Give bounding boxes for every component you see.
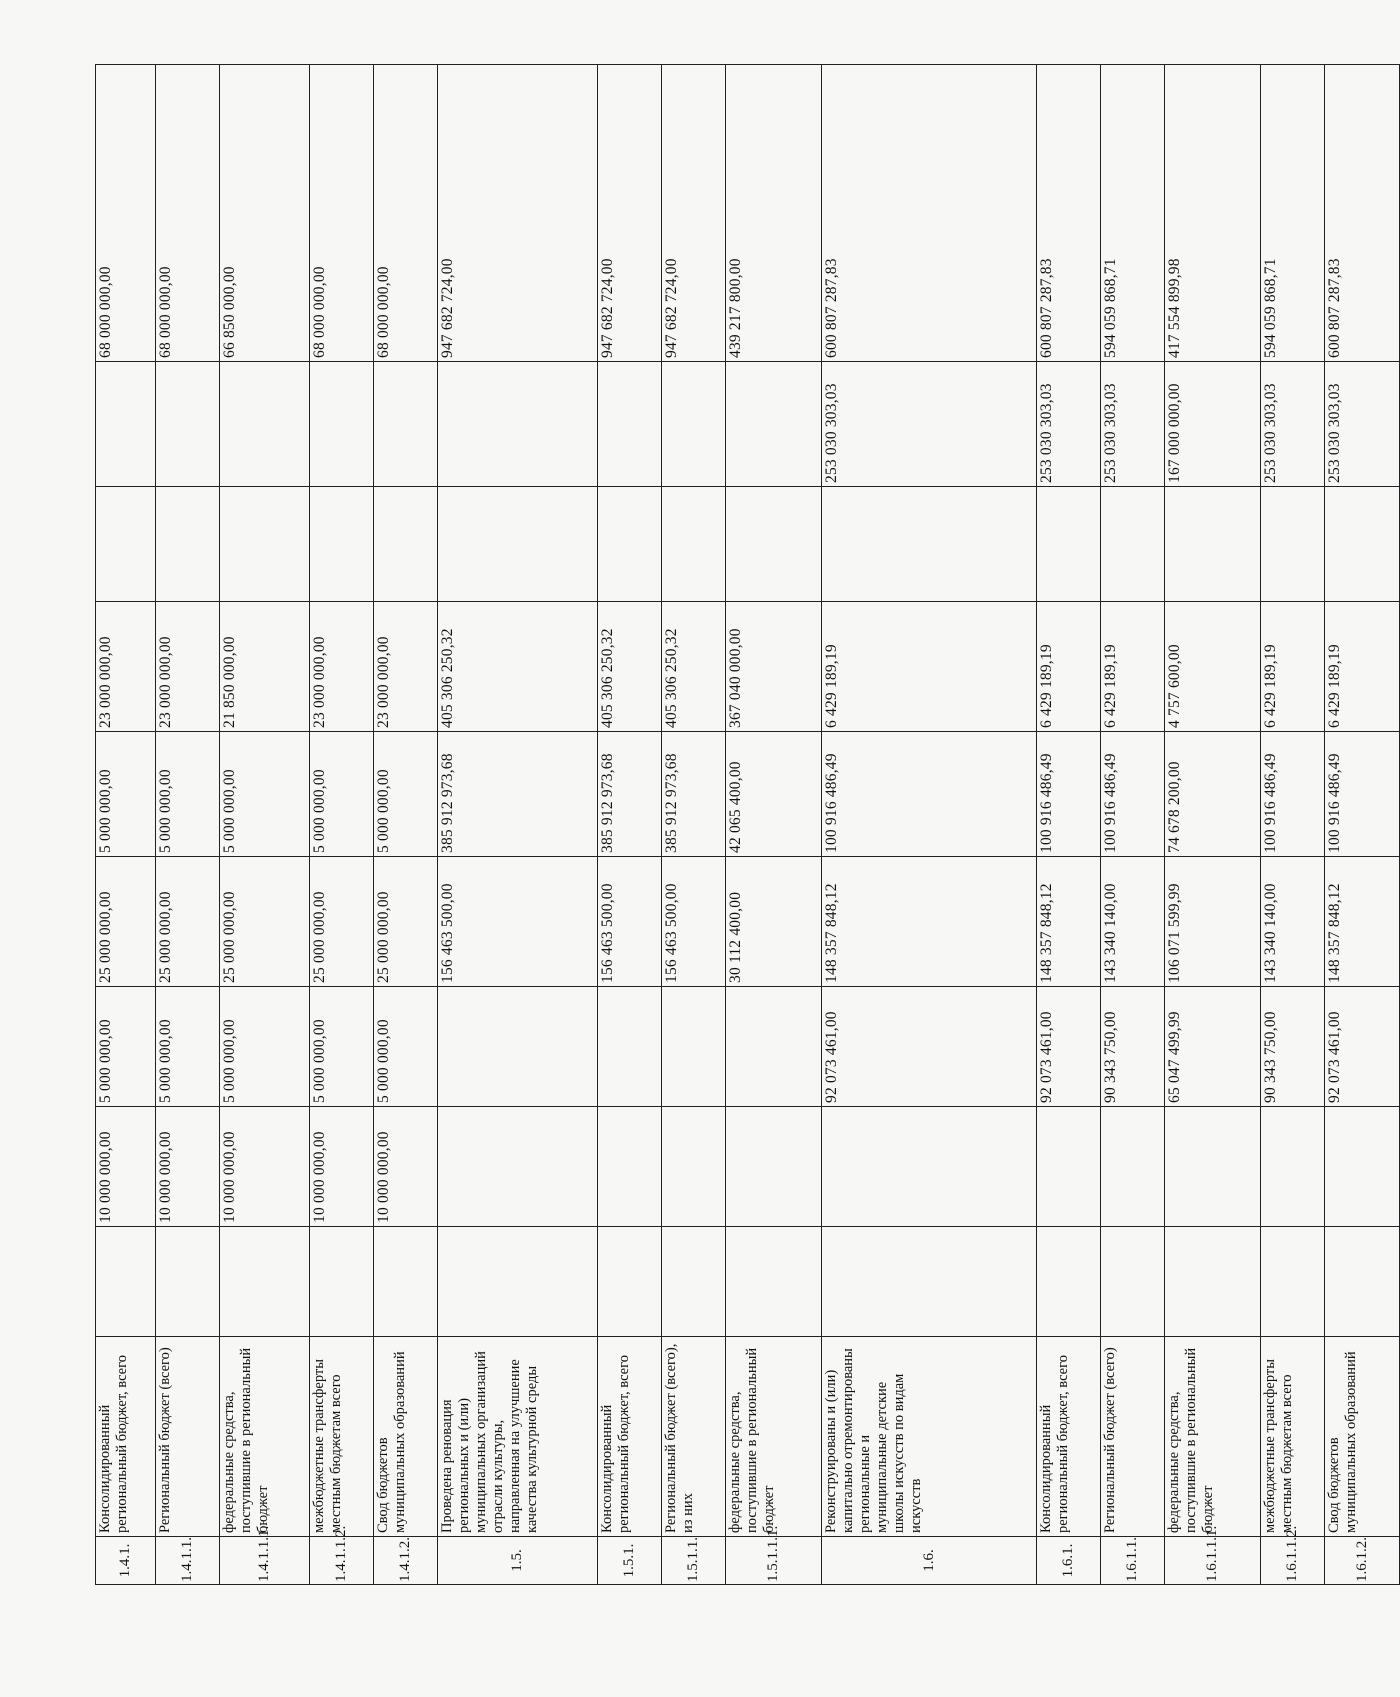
value-cell	[374, 487, 438, 602]
value-cell: 100 916 486,49	[1261, 732, 1325, 857]
value-cell	[726, 487, 822, 602]
value-cell: 25 000 000,00	[96, 857, 156, 987]
value-cell	[726, 987, 822, 1107]
row-code: 1.6.1.1.1.	[1165, 1537, 1261, 1585]
value-cell	[220, 487, 310, 602]
value-cell	[598, 487, 662, 602]
value-cell	[96, 487, 156, 602]
value-cell	[598, 1227, 662, 1337]
value-cell: 385 912 973,68	[662, 732, 726, 857]
value-cell: 6 429 189,19	[1325, 602, 1400, 732]
budget-table	[95, 64, 1400, 1585]
value-cell: 25 000 000,00	[156, 857, 220, 987]
value-cell	[438, 362, 598, 487]
row-name: федеральные средства, поступившие в региональный бюджет	[726, 1337, 822, 1537]
value-cell: 4 757 600,00	[1165, 602, 1261, 732]
table-row	[1101, 65, 1165, 1585]
value-cell	[662, 1227, 726, 1337]
value-cell	[726, 1227, 822, 1337]
value-cell	[1037, 1227, 1101, 1337]
value-cell	[1037, 487, 1101, 602]
value-cell: 156 463 500,00	[598, 857, 662, 987]
value-cell: 5 000 000,00	[374, 732, 438, 857]
value-cell: 600 807 287,83	[822, 65, 1037, 362]
value-cell: 947 682 724,00	[598, 65, 662, 362]
row-code: 1.4.1.	[96, 1537, 156, 1585]
value-cell: 405 306 250,32	[662, 602, 726, 732]
row-name: Консолидированный региональный бюджет, всего	[598, 1337, 662, 1537]
value-cell	[1325, 1107, 1400, 1227]
value-cell	[598, 362, 662, 487]
table-row	[822, 65, 1037, 1585]
value-cell: 5 000 000,00	[374, 987, 438, 1107]
table-body	[96, 65, 1400, 1585]
value-cell: 405 306 250,32	[598, 602, 662, 732]
value-cell: 253 030 303,03	[1037, 362, 1101, 487]
value-cell	[310, 487, 374, 602]
value-cell: 10 000 000,00	[374, 1107, 438, 1227]
value-cell: 947 682 724,00	[438, 65, 598, 362]
value-cell: 42 065 400,00	[726, 732, 822, 857]
value-cell	[374, 1227, 438, 1337]
value-cell: 5 000 000,00	[156, 732, 220, 857]
table-row	[1261, 65, 1325, 1585]
row-name: федеральные средства, поступившие в региональный бюджет	[220, 1337, 310, 1537]
value-cell	[822, 1227, 1037, 1337]
value-cell: 6 429 189,19	[1261, 602, 1325, 732]
value-cell: 5 000 000,00	[310, 987, 374, 1107]
value-cell	[156, 487, 220, 602]
row-code: 1.4.1.1.	[156, 1537, 220, 1585]
value-cell: 10 000 000,00	[96, 1107, 156, 1227]
value-cell: 23 000 000,00	[96, 602, 156, 732]
row-name: федеральные средства, поступившие в региональный бюджет	[1165, 1337, 1261, 1537]
value-cell	[1261, 1227, 1325, 1337]
value-cell	[726, 362, 822, 487]
value-cell: 25 000 000,00	[310, 857, 374, 987]
value-cell: 5 000 000,00	[220, 987, 310, 1107]
value-cell: 143 340 140,00	[1101, 857, 1165, 987]
value-cell: 100 916 486,49	[1325, 732, 1400, 857]
value-cell: 23 000 000,00	[310, 602, 374, 732]
value-cell	[662, 362, 726, 487]
value-cell: 594 059 868,71	[1261, 65, 1325, 362]
value-cell	[220, 362, 310, 487]
value-cell: 253 030 303,03	[1261, 362, 1325, 487]
row-code: 1.6.1.	[1037, 1537, 1101, 1585]
value-cell	[374, 362, 438, 487]
value-cell	[1101, 1227, 1165, 1337]
value-cell: 92 073 461,00	[822, 987, 1037, 1107]
value-cell: 92 073 461,00	[1325, 987, 1400, 1107]
value-cell: 74 678 200,00	[1165, 732, 1261, 857]
value-cell: 143 340 140,00	[1261, 857, 1325, 987]
value-cell: 100 916 486,49	[822, 732, 1037, 857]
value-cell: 405 306 250,32	[438, 602, 598, 732]
table-row	[374, 65, 438, 1585]
value-cell	[438, 987, 598, 1107]
value-cell: 253 030 303,03	[822, 362, 1037, 487]
row-code: 1.6.1.1.	[1101, 1537, 1165, 1585]
value-cell	[662, 487, 726, 602]
table-row	[438, 65, 598, 1585]
value-cell	[1261, 1107, 1325, 1227]
row-code: 1.5.1.	[598, 1537, 662, 1585]
value-cell: 25 000 000,00	[220, 857, 310, 987]
value-cell: 5 000 000,00	[96, 987, 156, 1107]
value-cell: 30 112 400,00	[726, 857, 822, 987]
table-row	[1037, 65, 1101, 1585]
row-name: Региональный бюджет (всего), из них	[662, 1337, 726, 1537]
value-cell: 100 916 486,49	[1101, 732, 1165, 857]
value-cell	[438, 487, 598, 602]
value-cell: 90 343 750,00	[1261, 987, 1325, 1107]
value-cell: 5 000 000,00	[96, 732, 156, 857]
value-cell	[96, 362, 156, 487]
value-cell: 68 000 000,00	[374, 65, 438, 362]
value-cell	[310, 1227, 374, 1337]
value-cell: 148 357 848,12	[822, 857, 1037, 987]
value-cell	[662, 1107, 726, 1227]
value-cell: 600 807 287,83	[1325, 65, 1400, 362]
value-cell: 947 682 724,00	[662, 65, 726, 362]
value-cell: 385 912 973,68	[598, 732, 662, 857]
value-cell	[96, 1227, 156, 1337]
row-code: 1.5.1.1.	[662, 1537, 726, 1585]
value-cell	[1165, 487, 1261, 602]
value-cell: 148 357 848,12	[1037, 857, 1101, 987]
value-cell: 106 071 599,99	[1165, 857, 1261, 987]
value-cell: 148 357 848,12	[1325, 857, 1400, 987]
row-name: Реконструированы и (или) капитально отремонтированы региональные и муниципальные детские школы искусств по видам искусств	[822, 1337, 1037, 1537]
value-cell: 6 429 189,19	[1037, 602, 1101, 732]
row-code: 1.6.1.2.	[1325, 1537, 1400, 1585]
value-cell: 23 000 000,00	[156, 602, 220, 732]
value-cell	[1037, 1107, 1101, 1227]
value-cell	[156, 1227, 220, 1337]
value-cell	[438, 1107, 598, 1227]
value-cell: 6 429 189,19	[822, 602, 1037, 732]
value-cell	[1325, 487, 1400, 602]
value-cell	[822, 487, 1037, 602]
row-name: Консолидированный региональный бюджет, всего	[1037, 1337, 1101, 1537]
value-cell: 253 030 303,03	[1101, 362, 1165, 487]
value-cell	[1101, 1107, 1165, 1227]
value-cell: 385 912 973,68	[438, 732, 598, 857]
value-cell: 6 429 189,19	[1101, 602, 1165, 732]
row-name: Консолидированный региональный бюджет, всего	[96, 1337, 156, 1537]
value-cell	[598, 1107, 662, 1227]
value-cell	[310, 362, 374, 487]
value-cell: 10 000 000,00	[220, 1107, 310, 1227]
value-cell: 68 000 000,00	[96, 65, 156, 362]
value-cell	[598, 987, 662, 1107]
row-name: межбюджетные трансферты местным бюджетам всего	[310, 1337, 374, 1537]
rotated-table-container	[95, 65, 1370, 1585]
table-row	[96, 65, 156, 1585]
table-row	[220, 65, 310, 1585]
value-cell: 439 217 800,00	[726, 65, 822, 362]
value-cell: 65 047 499,99	[1165, 987, 1261, 1107]
table-row	[598, 65, 662, 1585]
value-cell: 92 073 461,00	[1037, 987, 1101, 1107]
value-cell	[1165, 1107, 1261, 1227]
value-cell: 167 000 000,00	[1165, 362, 1261, 487]
value-cell	[1165, 1227, 1261, 1337]
value-cell: 156 463 500,00	[438, 857, 598, 987]
row-code: 1.6.1.1.2.	[1261, 1537, 1325, 1585]
value-cell: 66 850 000,00	[220, 65, 310, 362]
row-code: 1.5.1.1.1.	[726, 1537, 822, 1585]
value-cell	[1261, 487, 1325, 602]
row-code: 1.5.	[438, 1537, 598, 1585]
value-cell	[438, 1227, 598, 1337]
value-cell	[220, 1227, 310, 1337]
value-cell: 25 000 000,00	[374, 857, 438, 987]
value-cell: 5 000 000,00	[220, 732, 310, 857]
row-code: 1.4.1.1.2.	[310, 1537, 374, 1585]
value-cell: 594 059 868,71	[1101, 65, 1165, 362]
table-row	[156, 65, 220, 1585]
value-cell: 253 030 303,03	[1325, 362, 1400, 487]
value-cell	[822, 1107, 1037, 1227]
value-cell: 100 916 486,49	[1037, 732, 1101, 857]
value-cell: 5 000 000,00	[156, 987, 220, 1107]
row-code: 1.4.1.2.	[374, 1537, 438, 1585]
value-cell	[662, 987, 726, 1107]
row-code: 1.4.1.1.1.	[220, 1537, 310, 1585]
table-row	[1165, 65, 1261, 1585]
value-cell: 68 000 000,00	[310, 65, 374, 362]
table-row	[662, 65, 726, 1585]
row-name: Проведена реновация региональных и (или) муниципальных организаций отрасли культуры, направленная на улучшение качества культурной среды	[438, 1337, 598, 1537]
value-cell: 90 343 750,00	[1101, 987, 1165, 1107]
value-cell: 21 850 000,00	[220, 602, 310, 732]
table-row	[1325, 65, 1400, 1585]
value-cell: 10 000 000,00	[310, 1107, 374, 1227]
value-cell	[726, 1107, 822, 1227]
row-name: Региональный бюджет (всего)	[1101, 1337, 1165, 1537]
value-cell: 68 000 000,00	[156, 65, 220, 362]
row-name: Свод бюджетов муниципальных образований	[1325, 1337, 1400, 1537]
value-cell	[156, 362, 220, 487]
value-cell: 5 000 000,00	[310, 732, 374, 857]
row-name: Свод бюджетов муниципальных образований	[374, 1337, 438, 1537]
value-cell	[1325, 1227, 1400, 1337]
value-cell: 600 807 287,83	[1037, 65, 1101, 362]
value-cell	[1101, 487, 1165, 602]
row-name: межбюджетные трансферты местным бюджетам всего	[1261, 1337, 1325, 1537]
value-cell: 367 040 000,00	[726, 602, 822, 732]
value-cell: 23 000 000,00	[374, 602, 438, 732]
table-row	[726, 65, 822, 1585]
table-row	[310, 65, 374, 1585]
row-name: Региональный бюджет (всего)	[156, 1337, 220, 1537]
value-cell: 156 463 500,00	[662, 857, 726, 987]
row-code: 1.6.	[822, 1537, 1037, 1585]
value-cell: 10 000 000,00	[156, 1107, 220, 1227]
value-cell: 417 554 899,98	[1165, 65, 1261, 362]
